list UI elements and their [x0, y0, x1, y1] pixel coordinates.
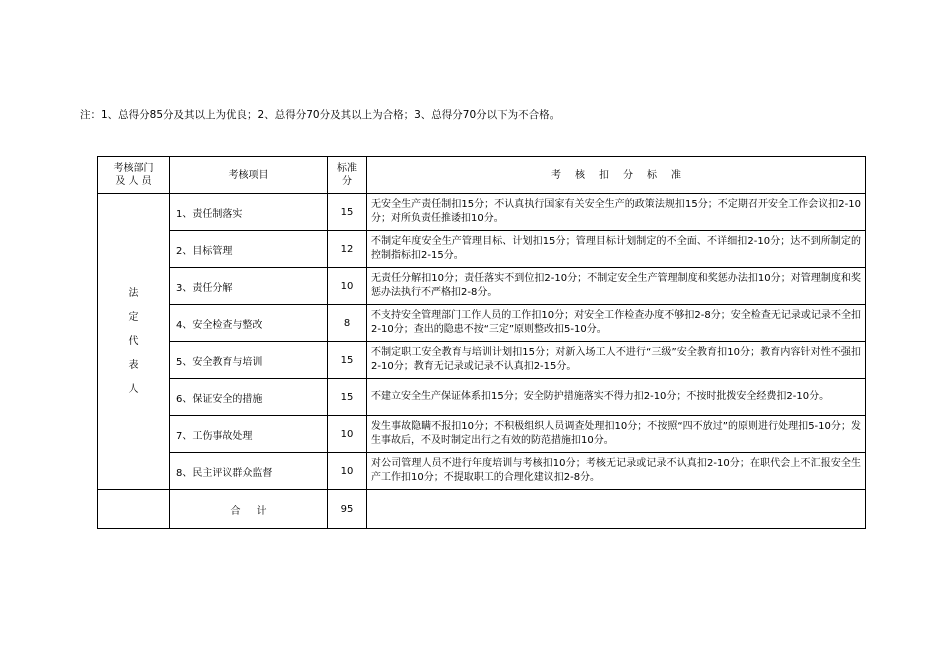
total-label: 合计	[170, 490, 328, 529]
table-row	[98, 379, 866, 416]
standard-score: 15	[328, 194, 367, 231]
header-criteria: 考核扣分标准	[367, 157, 866, 194]
total-score: 95	[328, 490, 367, 529]
standard-score: 15	[328, 379, 367, 416]
table-row	[98, 231, 866, 268]
department-char: 人	[128, 383, 139, 395]
header-standard-score	[328, 157, 367, 194]
header-department-line1: 考核部门	[113, 163, 154, 174]
standard-score: 10	[328, 416, 367, 453]
assessment-item: 3、责任分解	[170, 268, 328, 305]
deduction-criteria: 发生事故隐瞒不报扣10分；不积极组织人员调查处理扣10分；不按照“四不放过”的原则进行处理扣5-10分；发生事故后，不及时制定出行之有效的防范措施扣10分。	[367, 416, 866, 453]
department-char: 表	[128, 359, 139, 371]
assessment-item: 8、民主评议群众监督	[170, 453, 328, 490]
deduction-criteria: 不建立安全生产保证体系扣15分；安全防护措施落实不得力扣2-10分；不按时批拨安全经费扣2-10分。	[367, 379, 866, 416]
table-row	[98, 305, 866, 342]
total-empty-cell	[98, 490, 170, 529]
deduction-criteria: 不制定职工安全教育与培训计划扣15分；对新入场工人不进行“三级”安全教育扣10分；教育内容针对性不强扣2-10分；教育无记录或记录不认真扣2-15分。	[367, 342, 866, 379]
assessment-item: 1、责任制落实	[170, 194, 328, 231]
header-item: 考核项目	[170, 157, 328, 194]
table-header-row	[98, 157, 866, 194]
header-score-line2: 分	[342, 176, 352, 187]
department-char: 定	[128, 311, 139, 323]
department-cell	[98, 194, 170, 490]
header-score-line1: 标准	[337, 163, 357, 174]
standard-score: 15	[328, 342, 367, 379]
assessment-item: 5、安全教育与培训	[170, 342, 328, 379]
total-criteria	[367, 490, 866, 529]
deduction-criteria: 不支持安全管理部门工作人员的工作扣10分；对安全工作检查办度不够扣2-8分；安全检查无记录或记录不全扣2-10分；查出的隐患不按“三定”原则整改扣5-10分。	[367, 305, 866, 342]
deduction-criteria: 对公司管理人员不进行年度培训与考核扣10分；考核无记录或记录不认真扣2-10分；在职代会上不汇报安全生产工作扣10分；不提取职工的合理化建议扣2-8分。	[367, 453, 866, 490]
assessment-item: 4、安全检查与整改	[170, 305, 328, 342]
deduction-criteria: 无责任分解扣10分；责任落实不到位扣2-10分；不制定安全生产管理制度和奖惩办法扣10分；对管理制度和奖惩办法执行不严格扣2-8分。	[367, 268, 866, 305]
assessment-item: 7、工伤事故处理	[170, 416, 328, 453]
department-char: 法	[128, 287, 139, 299]
table-row	[98, 268, 866, 305]
standard-score: 10	[328, 268, 367, 305]
table-row	[98, 194, 866, 231]
deduction-criteria: 不制定年度安全生产管理目标、计划扣15分；管理目标计划制定的不全面、不详细扣2-10分；达不到所制定的控制指标扣2-15分。	[367, 231, 866, 268]
table-row	[98, 453, 866, 490]
table-row	[98, 342, 866, 379]
standard-score: 8	[328, 305, 367, 342]
department-char: 代	[128, 335, 139, 347]
standard-score: 10	[328, 453, 367, 490]
total-row	[98, 490, 866, 529]
deduction-criteria: 无安全生产责任制扣15分；不认真执行国家有关安全生产的政策法规扣15分；不定期召开安全工作会议扣2-10分；对所负责任推诿扣10分。	[367, 194, 866, 231]
header-department	[98, 157, 170, 194]
assessment-item: 2、目标管理	[170, 231, 328, 268]
assessment-item: 6、保证安全的措施	[170, 379, 328, 416]
scoring-note: 注：1、总得分85分及其以上为优良；2、总得分70分及其以上为合格；3、总得分70分以下为不合格。	[80, 109, 561, 121]
assessment-table	[97, 156, 866, 529]
standard-score: 12	[328, 231, 367, 268]
header-department-line2: 及 人 员	[115, 176, 152, 187]
table-row	[98, 416, 866, 453]
